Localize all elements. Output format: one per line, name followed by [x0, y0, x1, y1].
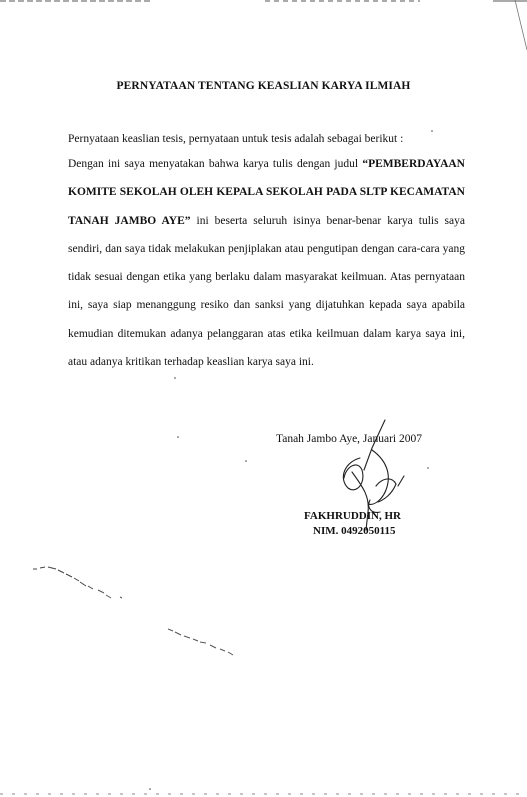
document-title: PERNYATAAN TENTANG KEASLIAN KARYA ILMIAH: [116, 80, 411, 92]
signer-nim: NIM. 0492050115: [313, 525, 396, 537]
scan-speck: [245, 460, 247, 462]
scan-speck: [177, 436, 179, 438]
paragraph-rest: ini beserta seluruh isinya benar-benar karya tulis saya sendiri, dan saya tidak melakukan penjiplakan atau pengutipan dengan cara-cara yang tidak sesuai dengan etika yang berlaku dalam masyarakat keilmuan. Atas pernyataan ini, saya siap menanggung resiko dan sanksi yang dijatuhkan kepada saya apabila kemudian ditemukan adanya pelanggaran atas etika keilmuan dalam karya saya ini, atau adanya kritikan terhadap keaslian karya saya ini.: [68, 214, 465, 369]
scan-speck: [427, 467, 429, 469]
scan-speck: [174, 377, 176, 379]
scan-streak: [33, 567, 93, 589]
paragraph-lead: Dengan ini saya menyatakan bahwa karya tulis dengan judul: [68, 158, 363, 170]
signer-name: FAKHRUDDIN, HR: [304, 510, 401, 522]
scan-streak: [168, 629, 233, 655]
scan-edge-line: [515, 0, 527, 50]
declaration-paragraph: [68, 150, 465, 376]
intro-text: Pernyataan keaslian tesis, pernyataan untuk tesis adalah sebagai berikut :: [68, 133, 404, 145]
place-date: Tanah Jambo Aye, Januari 2007: [276, 433, 423, 445]
scan-speck: [149, 788, 151, 790]
scan-streak: [98, 590, 122, 598]
thesis-title: “PEMBERDAYAAN KOMITE SEKOLAH OLEH KEPALA SEKOLAH PADA SLTP KECAMATAN TANAH JAMBO AYE”: [68, 158, 465, 227]
